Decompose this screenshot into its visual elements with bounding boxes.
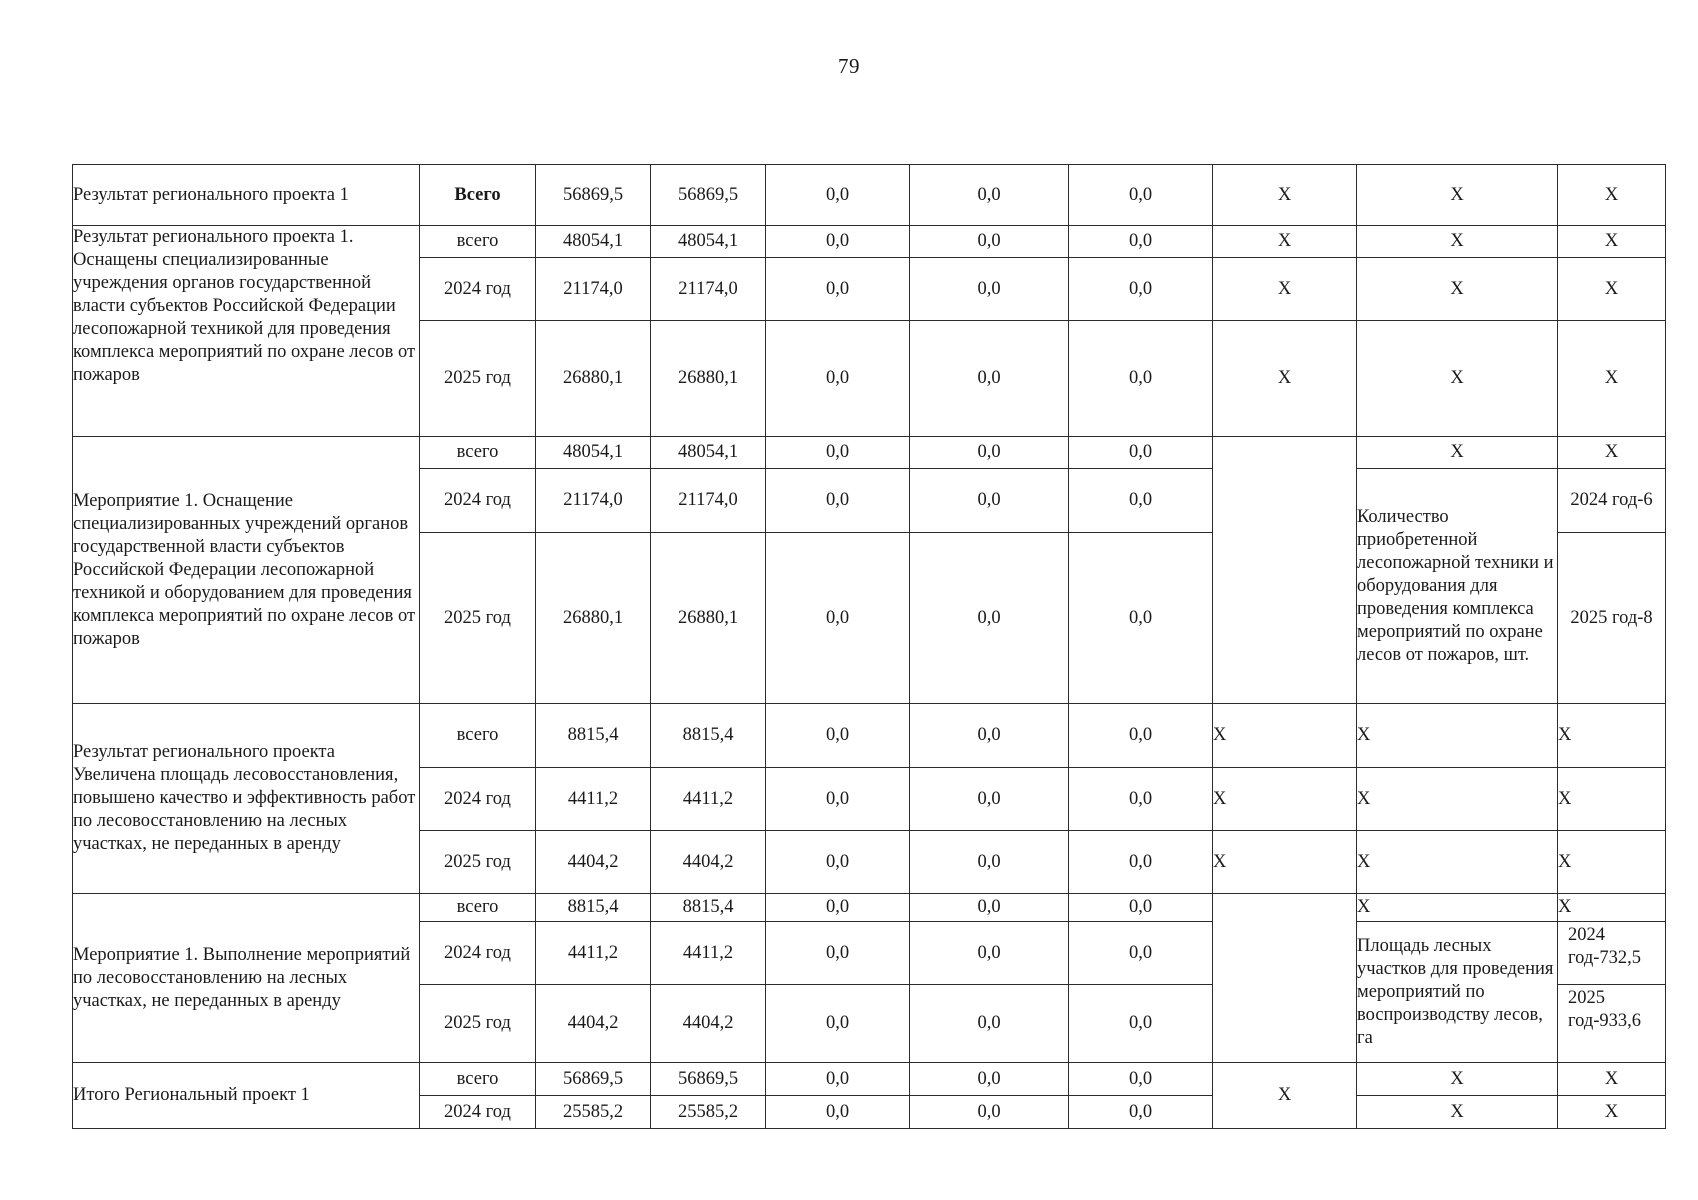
amount-total: 4411,2 [536,922,651,985]
target-value: 2025 год-933,6 [1558,985,1666,1063]
amount-total: 56869,5 [536,165,651,226]
amount-regional: 4404,2 [651,985,766,1063]
amount-total: 4404,2 [536,985,651,1063]
amount-zero: 0,0 [910,321,1069,437]
amount-zero: 0,0 [910,226,1069,258]
amount-regional: 56869,5 [651,165,766,226]
amount-regional: 4411,2 [651,922,766,985]
x-mark: X [1357,437,1558,469]
amount-zero: 0,0 [766,437,910,469]
amount-total: 4404,2 [536,831,651,894]
amount-zero: 0,0 [766,1096,910,1129]
x-mark: X [1213,704,1357,768]
period-cell: Всего [420,165,536,226]
amount-zero: 0,0 [1069,258,1213,321]
amount-zero: 0,0 [766,1063,910,1096]
amount-zero: 0,0 [766,469,910,533]
period-cell: всего [420,226,536,258]
amount-total: 25585,2 [536,1096,651,1129]
amount-zero: 0,0 [910,165,1069,226]
target-value: 2025 год-8 [1558,533,1666,704]
period-cell: 2025 год [420,985,536,1063]
amount-total: 26880,1 [536,321,651,437]
x-mark: X [1213,831,1357,894]
amount-total: 26880,1 [536,533,651,704]
amount-total: 8815,4 [536,894,651,922]
amount-total: 56869,5 [536,1063,651,1096]
table-row [73,894,1666,922]
amount-regional: 26880,1 [651,533,766,704]
amount-zero: 0,0 [910,985,1069,1063]
x-mark: X [1213,165,1357,226]
amount-zero: 0,0 [766,258,910,321]
target-value: 2024 год-732,5 [1558,922,1666,985]
period-cell: 2024 год [420,768,536,831]
amount-zero: 0,0 [766,165,910,226]
period-cell: всего [420,1063,536,1096]
amount-zero: 0,0 [1069,1063,1213,1096]
amount-zero: 0,0 [766,831,910,894]
amount-zero: 0,0 [910,768,1069,831]
x-mark: X [1357,831,1558,894]
x-mark: X [1558,165,1666,226]
amount-regional: 4411,2 [651,768,766,831]
target-value: 2024 год-6 [1558,469,1666,533]
amount-zero: 0,0 [1069,437,1213,469]
amount-zero: 0,0 [910,1063,1069,1096]
amount-zero: 0,0 [1069,165,1213,226]
amount-zero: 0,0 [1069,469,1213,533]
x-mark: X [1558,704,1666,768]
amount-regional: 21174,0 [651,469,766,533]
amount-total: 8815,4 [536,704,651,768]
amount-zero: 0,0 [1069,985,1213,1063]
amount-zero: 0,0 [1069,922,1213,985]
x-mark: X [1558,437,1666,469]
indicator-text: Количество приобретенной лесопожарной техники и оборудования для проведения комплекса мероприятий по охране лесов от пожаров, шт. [1357,469,1558,704]
amount-zero: 0,0 [766,985,910,1063]
period-cell: 2025 год [420,533,536,704]
amount-zero: 0,0 [1069,321,1213,437]
x-mark: X [1357,768,1558,831]
amount-regional: 21174,0 [651,258,766,321]
amount-regional: 26880,1 [651,321,766,437]
amount-regional: 25585,2 [651,1096,766,1129]
amount-total: 21174,0 [536,469,651,533]
x-mark: X [1213,226,1357,258]
x-mark: X [1357,226,1558,258]
x-mark: X [1213,768,1357,831]
amount-zero: 0,0 [1069,1096,1213,1129]
amount-zero: 0,0 [910,922,1069,985]
period-cell: всего [420,704,536,768]
empty-cell [1213,894,1357,1063]
amount-zero: 0,0 [766,321,910,437]
page-number: 79 [838,54,860,78]
amount-zero: 0,0 [1069,704,1213,768]
table-row [73,226,1666,258]
x-mark: X [1357,1063,1558,1096]
amount-zero: 0,0 [1069,533,1213,704]
x-mark: X [1558,894,1666,922]
x-mark: X [1213,321,1357,437]
amount-zero: 0,0 [910,469,1069,533]
x-mark: X [1357,165,1558,226]
amount-regional: 48054,1 [651,437,766,469]
amount-total: 4411,2 [536,768,651,831]
row-name: Результат регионального проекта 1. Оснащены специализированные учреждения органов государственной власти субъектов Российской Федерации лесопожарной техникой для проведения комплекса мероприятий по охране лесов от пожаров [73,226,420,437]
x-mark: X [1213,258,1357,321]
amount-zero: 0,0 [766,768,910,831]
amount-zero: 0,0 [1069,768,1213,831]
period-cell: 2024 год [420,922,536,985]
table-row [73,437,1666,469]
amount-total: 48054,1 [536,226,651,258]
indicator-text: Площадь лесных участков для проведения мероприятий по воспроизводству лесов, га [1357,922,1558,1063]
row-name: Мероприятие 1. Оснащение специализированных учреждений органов государственной власти субъектов Российской Федерации лесопожарной техникой и оборудованием для проведения комплекса мероприятий по охране лесов от пожаров [73,437,420,704]
x-mark: X [1558,258,1666,321]
amount-zero: 0,0 [910,704,1069,768]
amount-total: 48054,1 [536,437,651,469]
amount-zero: 0,0 [766,922,910,985]
amount-zero: 0,0 [1069,831,1213,894]
period-cell: 2024 год [420,469,536,533]
amount-zero: 0,0 [910,437,1069,469]
row-name: Результат регионального проекта Увеличена площадь лесовосстановления, повышено качество и эффективность работ по лесовосстановлению на лесных участках, не переданных в аренду [73,704,420,894]
x-mark: X [1558,321,1666,437]
x-mark: X [1558,831,1666,894]
x-mark: X [1357,1096,1558,1129]
x-mark: X [1558,226,1666,258]
amount-regional: 56869,5 [651,1063,766,1096]
period-cell: 2024 год [420,258,536,321]
amount-zero: 0,0 [766,704,910,768]
amount-zero: 0,0 [766,894,910,922]
period-cell: 2025 год [420,321,536,437]
table-row [73,1063,1666,1096]
x-mark: X [1357,894,1558,922]
amount-zero: 0,0 [1069,226,1213,258]
amount-regional: 8815,4 [651,894,766,922]
amount-zero: 0,0 [1069,894,1213,922]
row-name: Результат регионального проекта 1 [73,165,420,226]
amount-zero: 0,0 [766,226,910,258]
x-mark: X [1357,704,1558,768]
period-cell: 2024 год [420,1096,536,1129]
amount-regional: 48054,1 [651,226,766,258]
row-name: Мероприятие 1. Выполнение мероприятий по лесовосстановлению на лесных участках, не переданных в аренду [73,894,420,1063]
x-mark: X [1213,1063,1357,1129]
amount-zero: 0,0 [910,831,1069,894]
amount-zero: 0,0 [910,1096,1069,1129]
period-cell: всего [420,437,536,469]
amount-zero: 0,0 [766,533,910,704]
x-mark: X [1558,768,1666,831]
row-name: Итого Региональный проект 1 [73,1063,420,1129]
empty-cell [1213,437,1357,704]
table-row [73,704,1666,768]
x-mark: X [1357,321,1558,437]
x-mark: X [1558,1063,1666,1096]
amount-total: 21174,0 [536,258,651,321]
amount-regional: 4404,2 [651,831,766,894]
amount-regional: 8815,4 [651,704,766,768]
x-mark: X [1357,258,1558,321]
table-row [73,165,1666,226]
x-mark: X [1558,1096,1666,1129]
amount-zero: 0,0 [910,258,1069,321]
amount-zero: 0,0 [910,894,1069,922]
period-cell: 2025 год [420,831,536,894]
period-cell: всего [420,894,536,922]
budget-table [72,164,1666,1129]
amount-zero: 0,0 [910,533,1069,704]
